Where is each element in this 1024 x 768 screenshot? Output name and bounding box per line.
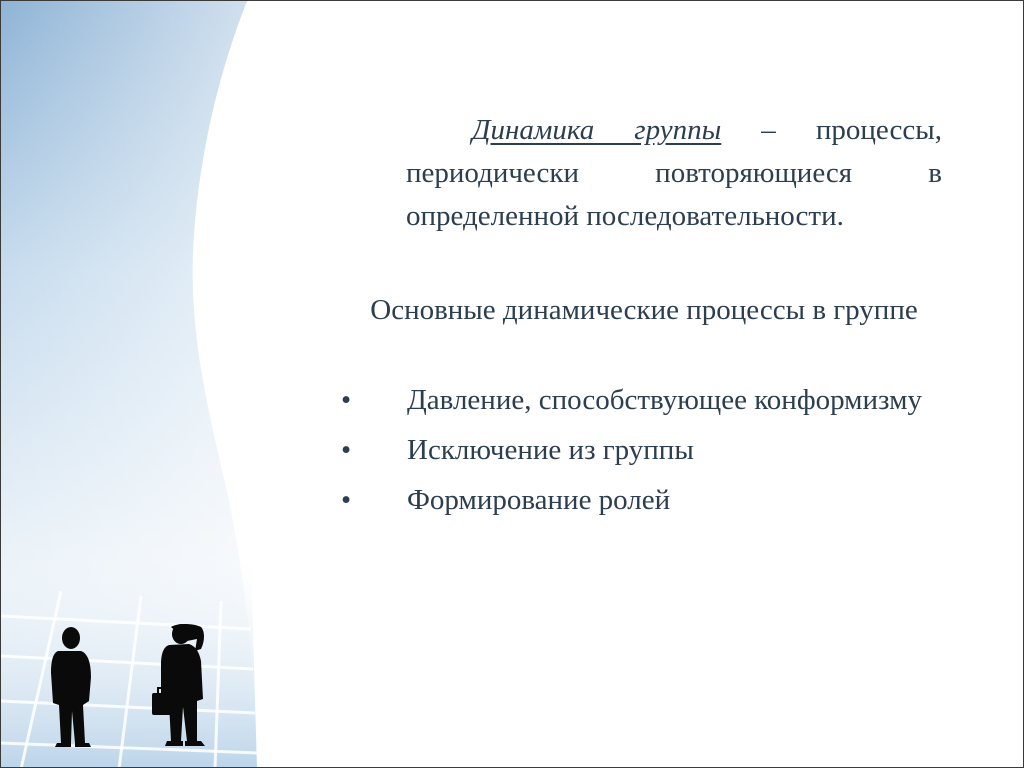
list-item <box>341 431 941 470</box>
bullet-icon: • <box>341 434 352 466</box>
definition-dash: – <box>721 114 816 146</box>
processes-list <box>341 381 941 531</box>
slide-content <box>1 1 1024 768</box>
processes-heading: Основные динамические процессы в группе <box>370 294 918 326</box>
definition-term: Динамика группы <box>472 114 722 146</box>
bullet-icon: • <box>341 384 352 416</box>
definition-paragraph <box>406 109 942 238</box>
list-item-text: Исключение из группы <box>407 434 694 466</box>
list-item <box>341 481 941 520</box>
list-item-text: Давление, способствующее конформизму <box>407 384 922 416</box>
list-item <box>341 381 941 420</box>
bullet-icon: • <box>341 484 352 516</box>
list-item-text: Формирование ролей <box>407 484 671 516</box>
definition-text: процессы, периодически повторяющиеся в определенной последовательности. <box>406 114 942 232</box>
